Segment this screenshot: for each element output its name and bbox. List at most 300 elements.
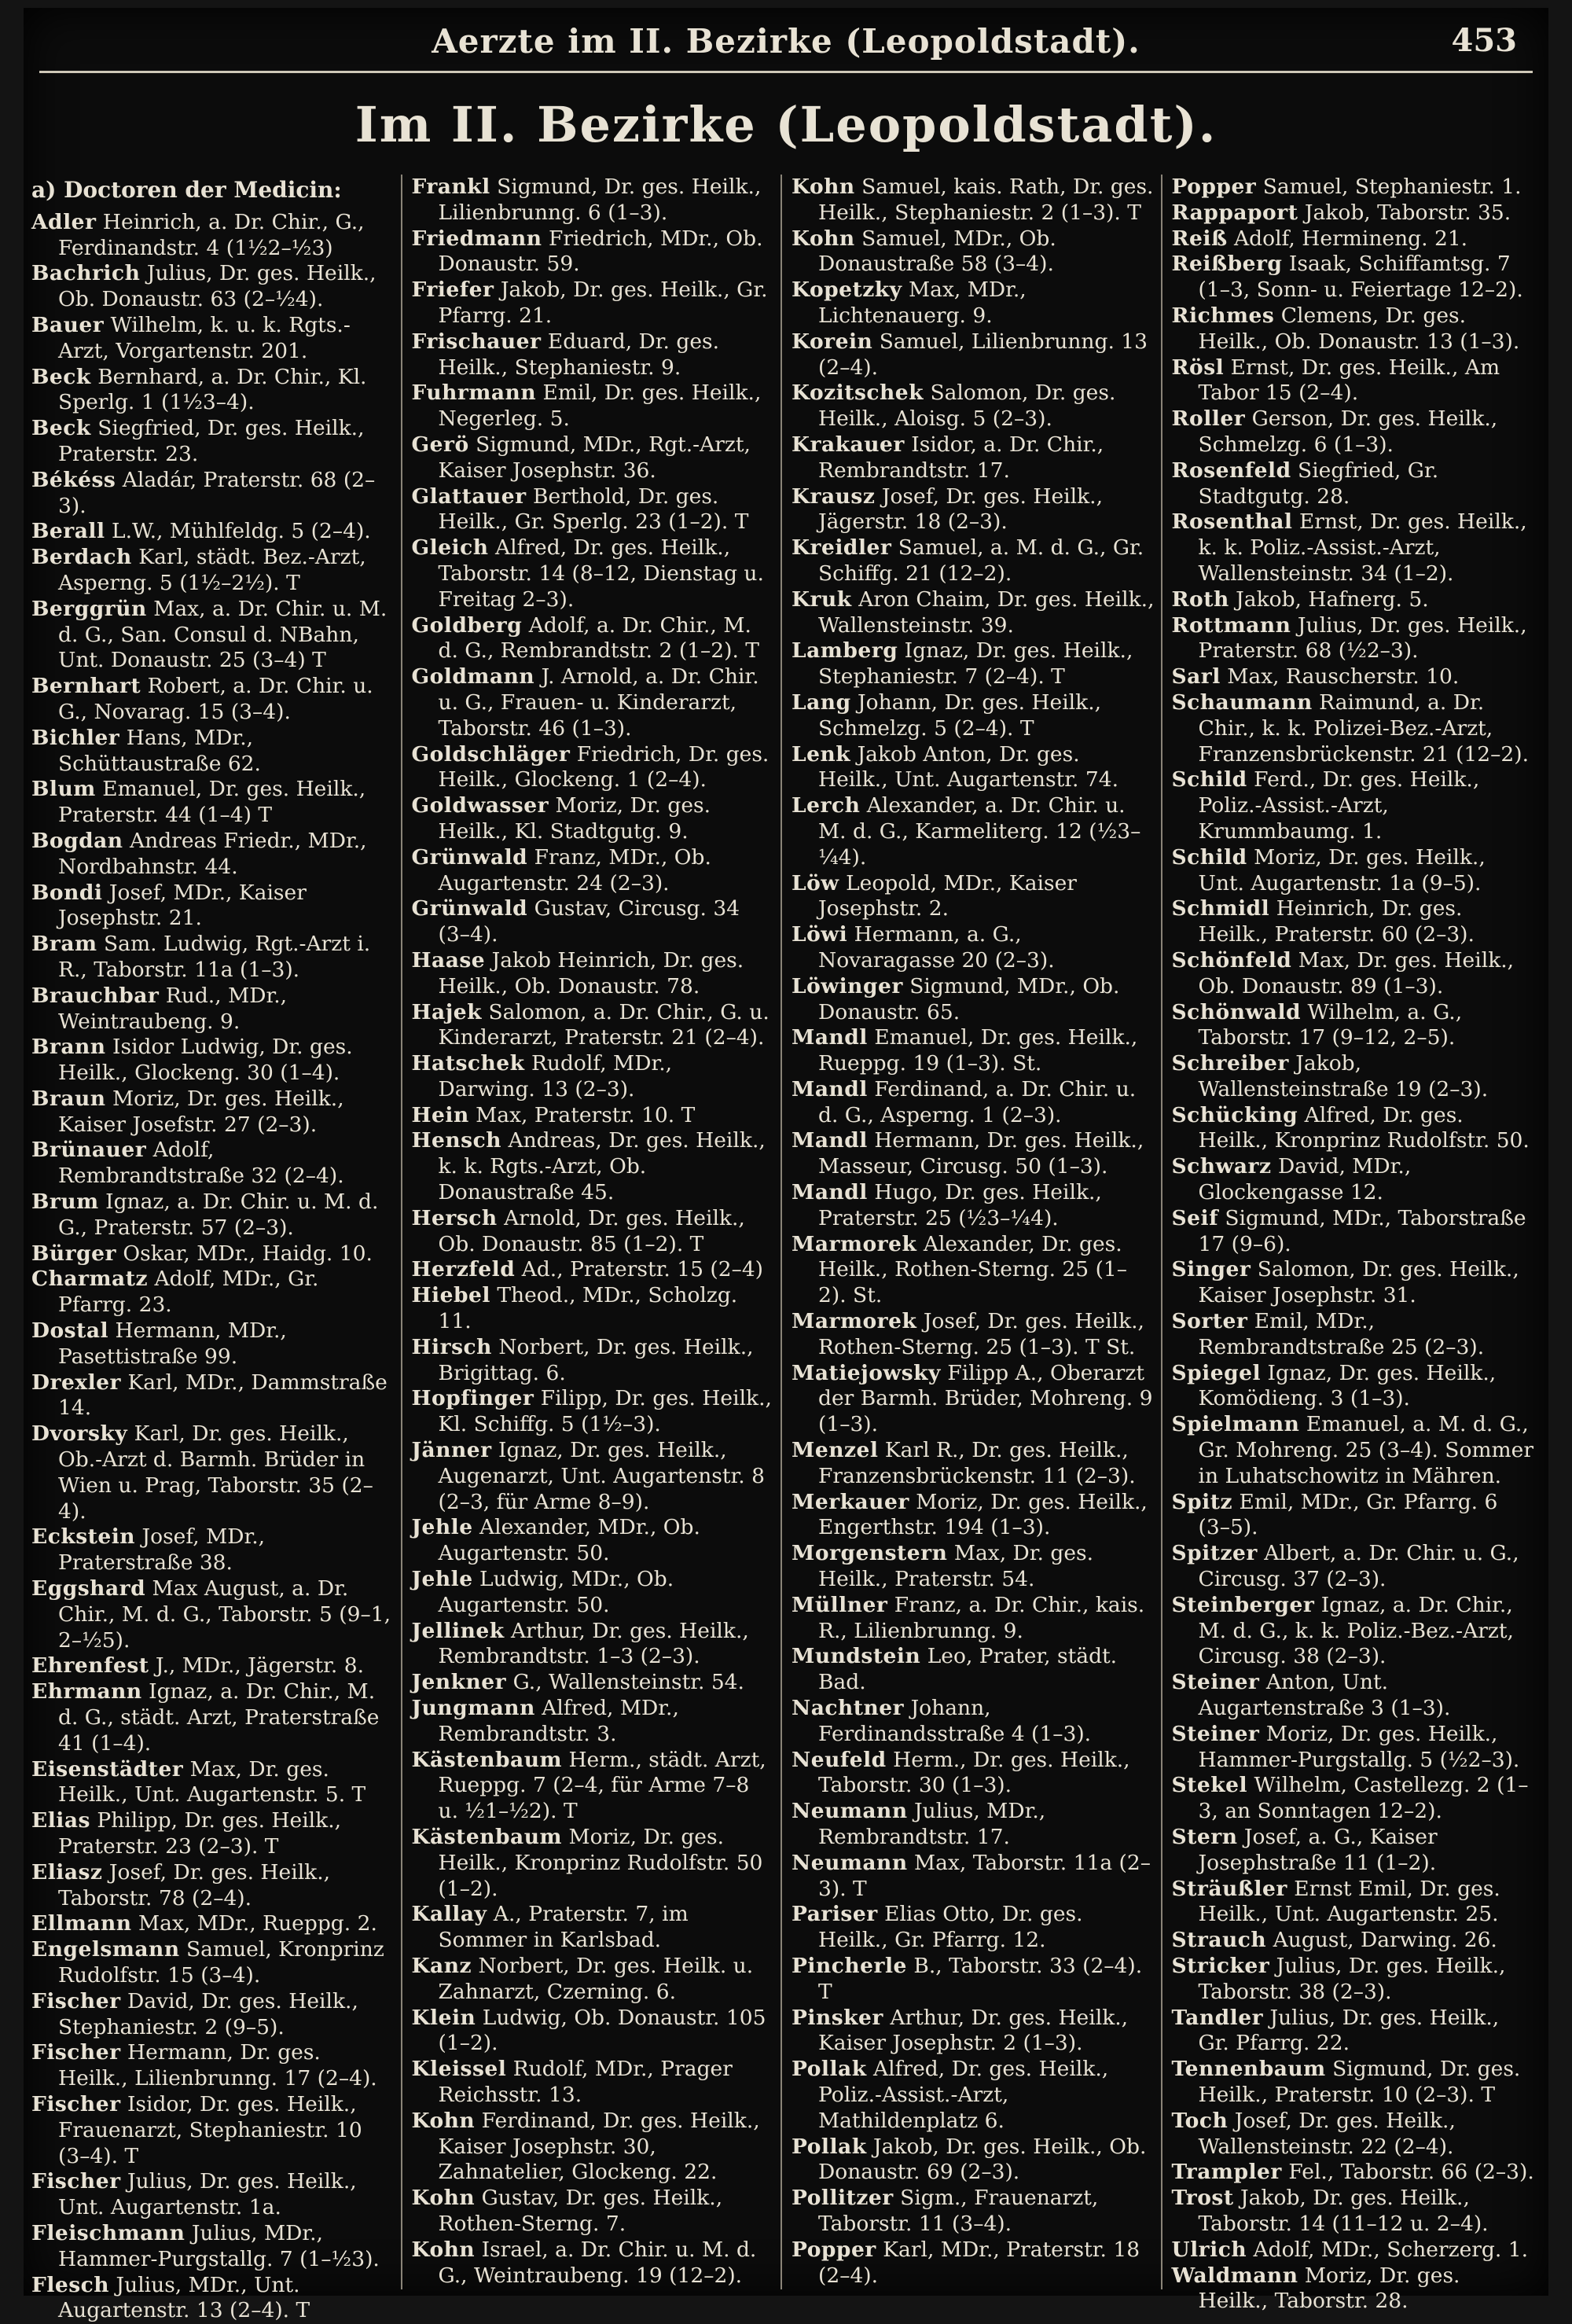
entry-surname: Spielmann xyxy=(1171,1412,1300,1437)
entry-surname: Bürger xyxy=(31,1241,116,1266)
directory-entry xyxy=(1172,2160,1535,2186)
entry-surname: Pollak xyxy=(792,2134,867,2159)
entry-surname: Berdach xyxy=(31,545,132,570)
directory-entry xyxy=(31,210,395,262)
entry-surname: Löwinger xyxy=(792,973,903,998)
directory-entry xyxy=(31,1190,395,1241)
entry-details: Sigmund, MDr., Ob. Donaustr. 65. xyxy=(818,973,1120,1024)
entry-details: Adolf, Rembrandtstraße 32 (2–4). xyxy=(58,1138,344,1189)
entry-details: Isidor, a. Dr. Chir., Rembrandtstr. 17. xyxy=(818,432,1104,483)
entry-details: Ad., Praterstr. 15 (2–4) xyxy=(521,1257,764,1282)
entry-surname: Goldwasser xyxy=(411,793,549,818)
entry-surname: Schmidl xyxy=(1171,896,1270,921)
directory-entry xyxy=(1172,1154,1535,1206)
entry-details: Sam. Ludwig, Rgt.-Arzt i. R., Taborstr. 11a (1–3). xyxy=(58,932,371,982)
entry-details: Jakob Anton, Dr. ges. Heilk., Unt. Augartenstr. 74. xyxy=(818,741,1118,792)
entry-surname: Pinsker xyxy=(792,2005,883,2030)
entry-surname: Krakauer xyxy=(792,432,905,457)
directory-entry xyxy=(31,1524,395,1576)
directory-entry xyxy=(792,329,1155,381)
entry-details: Samuel, MDr., Ob. Donaustraße 58 (3–4). xyxy=(818,226,1056,277)
directory-entry xyxy=(1172,1309,1535,1361)
entry-surname: Ehrmann xyxy=(31,1679,142,1704)
entry-details: Max, a. Dr. Chir. u. M. d. G., San. Consul d. NBahn, Unt. Donaustr. 25 (3–4) T xyxy=(58,596,387,673)
directory-entry xyxy=(1172,1928,1535,1954)
directory-entry xyxy=(1172,175,1535,200)
directory-entry xyxy=(31,416,395,468)
entry-details: Jakob Heinrich, Dr. ges. Heilk., Ob. Donaustr. 78. xyxy=(438,947,744,998)
entry-details: Hugo, Dr. ges. Heilk., Praterstr. 25 (½3–¼4). xyxy=(818,1180,1102,1230)
entry-details: Julius, Dr. ges. Heilk., Unt. Augartenstr. 1a. xyxy=(58,2169,357,2220)
directory-entry xyxy=(412,1335,775,1387)
directory-entry xyxy=(31,313,395,365)
entry-details: Samuel, Stephaniestr. 1. xyxy=(1262,175,1522,199)
entry-details: Alexander, Dr. ges. Heilk., Rothen-Sterng. 25 (1–2). St. xyxy=(818,1231,1128,1308)
directory-entry xyxy=(412,535,775,612)
entry-surname: Schild xyxy=(1171,767,1247,792)
directory-entry xyxy=(1172,613,1535,665)
entry-surname: Hiebel xyxy=(411,1283,490,1308)
entry-details: J. Arnold, a. Dr. Chir. u. G., Frauen- u. Kinderarzt, Taborstr. 46 (1–3). xyxy=(438,664,759,741)
directory-entry xyxy=(412,1748,775,1825)
entry-surname: Bachrich xyxy=(31,261,141,286)
directory-entry xyxy=(1172,1361,1535,1413)
entry-surname: Fleischmann xyxy=(31,2220,185,2245)
directory-entry xyxy=(1172,767,1535,844)
entry-surname: Beck xyxy=(31,416,91,441)
entry-details: J., MDr., Jägerstr. 8. xyxy=(155,1653,365,1679)
entry-surname: Adler xyxy=(31,209,97,234)
directory-entry xyxy=(1172,1722,1535,1774)
entry-surname: Brauchbar xyxy=(31,983,160,1008)
entry-surname: Kohn xyxy=(792,226,855,251)
entry-details: Moriz, Dr. ges. Heilk., Engerthstr. 194 (1–3). xyxy=(818,1489,1148,1540)
entry-details: Josef, MDr., Kaiser Josephstr. 21. xyxy=(58,880,307,931)
directory-entry xyxy=(1172,664,1535,690)
entry-surname: Kreidler xyxy=(792,535,892,561)
directory-entry xyxy=(1172,1051,1535,1103)
entry-surname: Bondi xyxy=(31,880,103,905)
directory-entry xyxy=(1172,2109,1535,2160)
column-1 xyxy=(31,175,402,2323)
header-rule xyxy=(39,71,1533,73)
entry-details: Israel, a. Dr. Chir. u. M. d. G., Weintraubeng. 19 (12–2). xyxy=(438,2237,757,2288)
entry-details: Ignaz, a. Dr. Chir., M. d. G., k. k. Poliz.-Bez.-Arzt, Circusg. 38 (2–3). xyxy=(1198,1592,1514,1669)
entry-details: Hermann, Dr. ges. Heilk., Masseur, Circusg. 50 (1–3). xyxy=(818,1128,1144,1179)
directory-entry xyxy=(412,1567,775,1619)
column-2 xyxy=(412,175,783,2289)
entry-surname: Löwi xyxy=(792,922,848,947)
entry-details: Gustav, Circusg. 34 (3–4). xyxy=(438,896,740,947)
directory-entry xyxy=(412,2006,775,2057)
directory-entry xyxy=(412,664,775,741)
entry-details: Ferdinand, a. Dr. Chir. u. d. G., Asperng. 1 (2–3). xyxy=(818,1076,1137,1127)
directory-entry xyxy=(31,2040,395,2092)
entry-details: Sigmund, MDr., Rgt.-Arzt, Kaiser Josephstr. 36. xyxy=(438,432,751,483)
entry-surname: Herzfeld xyxy=(411,1257,516,1282)
directory-entry xyxy=(792,1593,1155,1645)
entry-details: Adolf, Hermineng. 21. xyxy=(1234,226,1468,251)
entry-surname: Lang xyxy=(792,689,851,715)
entry-surname: Braun xyxy=(31,1086,106,1111)
directory-entry xyxy=(412,1619,775,1671)
entry-surname: Kästenbaum xyxy=(411,1747,562,1772)
entry-details: Rud., MDr., Weintraubeng. 9. xyxy=(58,983,288,1034)
entry-surname: Jellinek xyxy=(411,1618,505,1643)
entry-surname: Kanz xyxy=(411,1953,472,1978)
directory-entry xyxy=(1172,1000,1535,1052)
directory-entry xyxy=(792,2057,1155,2134)
entry-surname: Jenkner xyxy=(411,1670,507,1695)
entry-surname: Stekel xyxy=(1171,1773,1248,1798)
entry-details: Adolf, MDr., Scherzerg. 1. xyxy=(1253,2237,1529,2262)
entry-surname: Schwarz xyxy=(1171,1154,1272,1179)
entry-details: Max, Praterstr. 10. T xyxy=(476,1102,696,1127)
entry-details: Jakob, Dr. ges. Heilk., Ob. Donaustr. 69 (2–3). xyxy=(818,2134,1147,2185)
directory-entry xyxy=(1172,2186,1535,2238)
entry-details: Salomon, Dr. ges. Heilk., Aloisg. 5 (2–3). xyxy=(818,381,1116,432)
entry-details: Ferdinand, Dr. ges. Heilk., Kaiser Josephstr. 30, Zahnatelier, Glockeng. 22. xyxy=(438,2108,760,2185)
directory-entry xyxy=(31,1241,395,1267)
entry-details: Karl, MDr., Dammstraße 14. xyxy=(58,1370,387,1421)
entry-details: Franz, a. Dr. Chir., kais. R., Lilienbrunng. 9. xyxy=(818,1592,1145,1643)
directory-entry xyxy=(792,1954,1155,2006)
entry-surname: Schild xyxy=(1171,844,1247,870)
entry-details: August, Darwing. 26. xyxy=(1273,1928,1497,1953)
directory-entry xyxy=(792,432,1155,484)
directory-entry xyxy=(412,1438,775,1515)
directory-entry xyxy=(792,2186,1155,2238)
entry-surname: Engelsmann xyxy=(31,1937,180,1962)
entry-surname: Haase xyxy=(411,947,486,973)
entry-surname: Roth xyxy=(1171,587,1229,612)
entry-surname: Seif xyxy=(1171,1205,1218,1230)
entry-surname: Mundstein xyxy=(792,1644,921,1669)
entry-details: Filipp, Dr. ges. Heilk., Kl. Schiffg. 5 (1½–3). xyxy=(438,1386,772,1437)
entry-surname: Kästenbaum xyxy=(411,1825,562,1849)
directory-entry xyxy=(792,1128,1155,1180)
directory-entry xyxy=(792,1696,1155,1748)
entry-surname: Eliasz xyxy=(31,1859,103,1885)
entry-details: Josef, Dr. ges. Heilk., Taborstr. 78 (2–4). xyxy=(58,1859,331,1910)
directory-entry xyxy=(792,638,1155,690)
directory-entry xyxy=(1172,690,1535,767)
entry-details: B., Taborstr. 33 (2–4). T xyxy=(818,1953,1143,2004)
entry-details: Robert, a. Dr. Chir. u. G., Novarag. 15 (3–4). xyxy=(58,674,373,724)
directory-entry xyxy=(31,932,395,984)
entry-surname: Jänner xyxy=(411,1438,492,1463)
entry-surname: Pincherle xyxy=(792,1953,907,1978)
directory-entry xyxy=(31,1087,395,1138)
entry-details: Salomon, a. Dr. Chir., G. u. Kinderarzt, Praterstr. 21 (2–4). xyxy=(438,999,769,1050)
entry-surname: Marmorek xyxy=(792,1231,917,1256)
entry-details: Ignaz, Dr. ges. Heilk., Komödieng. 3 (1–3). xyxy=(1198,1360,1497,1411)
entry-details: Hans, MDr., Schüttaustraße 62. xyxy=(58,725,261,776)
directory-entry xyxy=(792,1644,1155,1696)
directory-entry xyxy=(31,597,395,674)
directory-entry xyxy=(792,1077,1155,1129)
directory-entry xyxy=(1172,1670,1535,1722)
directory-entry xyxy=(792,1309,1155,1361)
entry-surname: Charmatz xyxy=(31,1267,148,1292)
entry-details: Emanuel, Dr. ges. Heilk., Praterstr. 44 (1–4) T xyxy=(58,777,366,828)
directory-entry xyxy=(412,1670,775,1696)
entry-surname: Friedmann xyxy=(411,226,542,251)
directory-entry xyxy=(412,948,775,1000)
running-title: Aerzte im II. Bezirke (Leopoldstadt). xyxy=(432,22,1140,61)
entry-surname: Goldberg xyxy=(411,612,523,638)
entry-surname: Ellmann xyxy=(31,1911,132,1936)
directory-entry xyxy=(31,1679,395,1756)
entry-details: Adolf, MDr., Gr. Pfarrg. 23. xyxy=(58,1267,319,1318)
entry-details: Salomon, Dr. ges. Heilk., Kaiser Josephstr. 31. xyxy=(1198,1257,1519,1308)
entry-details: Josef, Dr. ges. Heilk., Rothen-Sterng. 25 (1–3). T St. xyxy=(818,1309,1144,1359)
entry-details: Jakob, Wallensteinstraße 19 (2–3). xyxy=(1198,1051,1489,1101)
entry-details: Ignaz, a. Dr. Chir. u. M. d. G., Praterstr. 57 (2–3). xyxy=(58,1190,379,1240)
directory-entry xyxy=(31,2169,395,2221)
entry-details: Anton, Unt. Augartenstraße 3 (1–3). xyxy=(1198,1670,1451,1721)
directory-entry xyxy=(1172,1412,1535,1489)
entry-surname: Kozitschek xyxy=(792,381,924,406)
entry-details: Max, Dr. ges. Heilk., Praterstr. 54. xyxy=(818,1541,1094,1592)
directory-entry xyxy=(31,1267,395,1318)
entry-details: Josef, Dr. ges. Heilk., Wallensteinstr. 22 (2–4). xyxy=(1198,2108,1456,2159)
directory-entry xyxy=(412,1103,775,1129)
directory-entry xyxy=(31,674,395,726)
entry-surname: Pollitzer xyxy=(792,2186,894,2211)
entry-surname: Trost xyxy=(1171,2186,1234,2211)
directory-entry xyxy=(792,1232,1155,1309)
entry-surname: Stricker xyxy=(1171,1953,1270,1978)
column-3 xyxy=(792,175,1162,2289)
directory-entry xyxy=(412,1128,775,1205)
entry-details: Samuel, Kronprinz Rudolfstr. 15 (3–4). xyxy=(58,1937,384,1988)
entry-surname: Fischer xyxy=(31,2040,121,2065)
directory-entry xyxy=(31,545,395,597)
entry-surname: Tandler xyxy=(1171,2005,1264,2030)
entry-surname: Kohn xyxy=(411,2237,476,2262)
entry-surname: Nachtner xyxy=(792,1696,905,1721)
entry-details: Elias Otto, Dr. ges. Heilk., Gr. Pfarrg. 12. xyxy=(818,1902,1083,1953)
entry-surname: Trampler xyxy=(1171,2160,1282,2185)
directory-entry xyxy=(412,1954,775,2006)
directory-entry xyxy=(1172,2057,1535,2109)
entry-details: Moriz, Dr. ges. Heilk., Hammer-Purgstallg. 5 (½2–3). xyxy=(1198,1721,1520,1772)
directory-entry xyxy=(792,1180,1155,1232)
entry-details: Rudolf, MDr., Darwing. 13 (2–3). xyxy=(438,1051,673,1101)
directory-entry xyxy=(31,726,395,778)
entry-surname: Merkauer xyxy=(792,1489,909,1514)
entry-details: Ludwig, Ob. Donaustr. 105 (1–2). xyxy=(438,2005,766,2056)
directory-entry xyxy=(412,845,775,897)
entry-details: Karl R., Dr. ges. Heilk., Franzensbrückenstr. 11 (2–3). xyxy=(818,1438,1136,1488)
directory-entry xyxy=(792,871,1155,923)
entry-surname: Bernhart xyxy=(31,674,141,699)
directory-entry xyxy=(31,1911,395,1937)
entry-details: Oskar, MDr., Haidg. 10. xyxy=(123,1241,373,1266)
entry-surname: Fischer xyxy=(31,1988,121,2013)
entry-details: Samuel, a. M. d. G., Gr. Schiffg. 21 (12–2). xyxy=(818,535,1144,586)
directory-entry xyxy=(792,1541,1155,1593)
directory-entry xyxy=(31,777,395,829)
directory-entry xyxy=(412,226,775,278)
entry-details: Siegfried, Dr. ges. Heilk., Praterstr. 23. xyxy=(58,416,365,466)
entry-details: Gustav, Dr. ges. Heilk., Rothen-Sterng. 7. xyxy=(438,2186,723,2236)
directory-entry xyxy=(792,1748,1155,1800)
entry-details: Eduard, Dr. ges. Heilk., Stephaniestr. 9. xyxy=(438,329,720,380)
entry-surname: Bichler xyxy=(31,725,120,750)
entry-details: Max, Rauscherstr. 10. xyxy=(1227,664,1460,689)
entry-details: Philipp, Dr. ges. Heilk., Praterstr. 23 (2–3). T xyxy=(58,1808,342,1859)
directory-entry xyxy=(1172,896,1535,948)
entry-details: G., Wallensteinstr. 54. xyxy=(512,1670,744,1695)
entry-surname: Bram xyxy=(31,932,97,957)
entry-details: Hermann, a. G., Novaragasse 20 (2–3). xyxy=(818,922,1055,973)
entry-details: Alfred, Dr. ges. Heilk., Taborstr. 14 (8–12, Dienstag u. Freitag 2–3). xyxy=(438,535,764,612)
entry-surname: Kohn xyxy=(792,175,855,199)
directory-entry xyxy=(792,922,1155,974)
entry-surname: Mandl xyxy=(792,1128,868,1153)
entry-surname: Goldschläger xyxy=(411,741,571,767)
directory-entry xyxy=(792,1490,1155,1542)
entry-details: Franz, MDr., Ob. Augartenstr. 24 (2–3). xyxy=(438,844,711,895)
entry-details: Hermann, MDr., Pasettistraße 99. xyxy=(58,1318,287,1369)
entry-surname: Steinberger xyxy=(1171,1592,1315,1617)
entry-surname: Mandl xyxy=(792,1180,868,1205)
entry-details: Julius, Dr. ges. Heilk., Taborstr. 38 (2–3). xyxy=(1198,1953,1506,2004)
entry-surname: Rosenthal xyxy=(1171,509,1293,535)
entry-details: Berthold, Dr. ges. Heilk., Gr. Sperlg. 23 (1–2). T xyxy=(438,484,749,535)
entry-surname: Schönwald xyxy=(1171,999,1302,1024)
directory-entry xyxy=(412,896,775,948)
entry-surname: Mandl xyxy=(792,1025,868,1050)
entry-details: Alfred, Dr. ges. Heilk., Poliz.-Assist.-Arzt, Mathildenplatz 6. xyxy=(818,2057,1109,2133)
directory-entry xyxy=(412,1051,775,1103)
directory-entry xyxy=(792,1361,1155,1438)
directory-entry xyxy=(792,175,1155,226)
entry-surname: Hein xyxy=(411,1102,469,1127)
directory-entry xyxy=(792,2135,1155,2186)
directory-entry xyxy=(31,519,395,545)
entry-surname: Neumann xyxy=(792,1850,908,1875)
directory-entry xyxy=(412,1515,775,1567)
entry-details: Friedrich, Dr. ges. Heilk., Glockeng. 1 (2–4). xyxy=(438,741,769,792)
entry-surname: Goldmann xyxy=(411,664,535,689)
directory-entry xyxy=(1172,1541,1535,1593)
entry-details: Emil, MDr., Rembrandtstraße 25 (2–3). xyxy=(1198,1309,1485,1359)
directory-entry xyxy=(31,365,395,417)
entry-surname: Brünauer xyxy=(31,1138,147,1163)
entry-details: Julius, Dr. ges. Heilk., Praterstr. 68 (½2–3). xyxy=(1198,612,1527,664)
entry-surname: Rosenfeld xyxy=(1171,458,1291,483)
entry-surname: Dvorsky xyxy=(31,1421,128,1447)
directory-entry xyxy=(792,535,1155,587)
entry-surname: Kohn xyxy=(411,2186,476,2211)
entry-details: Arthur, Dr. ges. Heilk., Rembrandtstr. 1–3 (2–3). xyxy=(438,1618,749,1669)
entry-details: Karl, MDr., Praterstr. 18 (2–4). xyxy=(818,2237,1140,2288)
directory-entry xyxy=(792,587,1155,639)
entry-details: Hermann, Dr. ges. Heilk., Lilienbrunng. 17 (2–4). xyxy=(58,2040,377,2091)
directory-entry xyxy=(1172,303,1535,355)
directory-entry xyxy=(412,2057,775,2109)
entry-surname: Klein xyxy=(411,2005,476,2030)
entry-surname: Eisenstädter xyxy=(31,1756,184,1782)
directory-entry xyxy=(31,1421,395,1524)
directory-entry xyxy=(792,226,1155,278)
directory-entry xyxy=(412,1000,775,1052)
directory-entry xyxy=(412,329,775,381)
entry-surname: Bauer xyxy=(31,312,105,337)
entry-details: Emil, Dr. ges. Heilk., Negerleg. 5. xyxy=(438,381,762,432)
entry-details: Filipp A., Oberarzt der Barmh. Brüder, Mohreng. 9 (1–3). xyxy=(818,1360,1153,1437)
entry-surname: Rottmann xyxy=(1171,612,1291,638)
entry-details: Josef, Dr. ges. Heilk., Jägerstr. 18 (2–3). xyxy=(818,484,1104,535)
directory-entry xyxy=(792,2238,1155,2289)
directory-entry xyxy=(792,1799,1155,1851)
entry-surname: Roller xyxy=(1171,406,1246,432)
directory-entry xyxy=(1172,2006,1535,2057)
entry-surname: Kallay xyxy=(411,1902,487,1927)
entry-surname: Drexler xyxy=(31,1370,121,1395)
directory-entry xyxy=(412,432,775,484)
entry-details: Julius, Dr. ges. Heilk., Gr. Pfarrg. 22. xyxy=(1198,2005,1500,2056)
entry-surname: Reißberg xyxy=(1171,252,1283,277)
entry-surname: Popper xyxy=(792,2237,876,2262)
entry-surname: Békéss xyxy=(31,467,116,492)
entry-details: Alexander, a. Dr. Chir. u. M. d. G., Karmeliterg. 12 (½3–¼4). xyxy=(818,793,1141,870)
entry-surname: Lerch xyxy=(792,793,861,818)
directory-entry xyxy=(792,1851,1155,1903)
entry-details: Leopold, MDr., Kaiser Josephstr. 2. xyxy=(818,870,1077,921)
entry-list xyxy=(792,175,1155,2289)
entry-surname: Hensch xyxy=(411,1128,501,1153)
entry-surname: Kleissel xyxy=(411,2057,507,2082)
entry-surname: Dostal xyxy=(31,1318,109,1344)
entry-details: Sigmund, MDr., Taborstraße 17 (9–6). xyxy=(1198,1205,1526,1256)
directory-entry xyxy=(31,1757,395,1809)
directory-entry xyxy=(1172,458,1535,510)
entry-details: Andreas Friedr., MDr., Nordbahnstr. 44. xyxy=(58,828,367,879)
entry-details: Samuel, kais. Rath, Dr. ges. Heilk., Stephaniestr. 2 (1–3). T xyxy=(818,175,1154,225)
directory-entry xyxy=(31,1937,395,1989)
directory-entry xyxy=(31,984,395,1035)
entry-details: Aladár, Praterstr. 68 (2–3). xyxy=(58,467,376,518)
entry-details: Moriz, Dr. ges. Heilk., Kaiser Josefstr. 27 (2–3). xyxy=(58,1086,344,1137)
entry-surname: Rappaport xyxy=(1171,200,1298,225)
entry-surname: Spitz xyxy=(1171,1489,1233,1514)
entry-surname: Frischauer xyxy=(411,329,542,354)
directory-entry xyxy=(1172,355,1535,407)
entry-details: Alexander, MDr., Ob. Augartenstr. 50. xyxy=(438,1515,700,1566)
entry-details: Max, Dr. ges. Heilk., Unt. Augartenstr. 5. T xyxy=(58,1756,366,1807)
entry-surname: Mandl xyxy=(792,1076,868,1101)
entry-surname: Beck xyxy=(31,364,91,389)
entry-details: A., Praterstr. 7, im Sommer in Karlsbad. xyxy=(438,1902,689,1953)
directory-entry xyxy=(31,1138,395,1190)
directory-entry xyxy=(792,742,1155,794)
entry-surname: Waldmann xyxy=(1171,2263,1298,2288)
entry-details: Norbert, Dr. ges. Heilk. u. Zahnarzt, Czerning. 6. xyxy=(438,1953,754,2004)
directory-entry xyxy=(31,2221,395,2273)
directory-entry xyxy=(31,1318,395,1370)
entry-surname: Kruk xyxy=(792,587,852,612)
entry-surname: Elias xyxy=(31,1808,90,1833)
entry-details: Albert, a. Dr. Chir. u. G., Circusg. 37 (2–3). xyxy=(1198,1541,1519,1592)
entry-details: Max August, a. Dr. Chir., M. d. G., Taborstr. 5 (9–1, 2–½5). xyxy=(58,1576,391,1653)
entry-details: Karl, Dr. ges. Heilk., Ob.-Arzt d. Barmh. Brüder in Wien u. Prag, Taborstr. 35 (2–4). xyxy=(58,1421,373,1524)
directory-entry xyxy=(412,742,775,794)
directory-entry xyxy=(1172,845,1535,897)
